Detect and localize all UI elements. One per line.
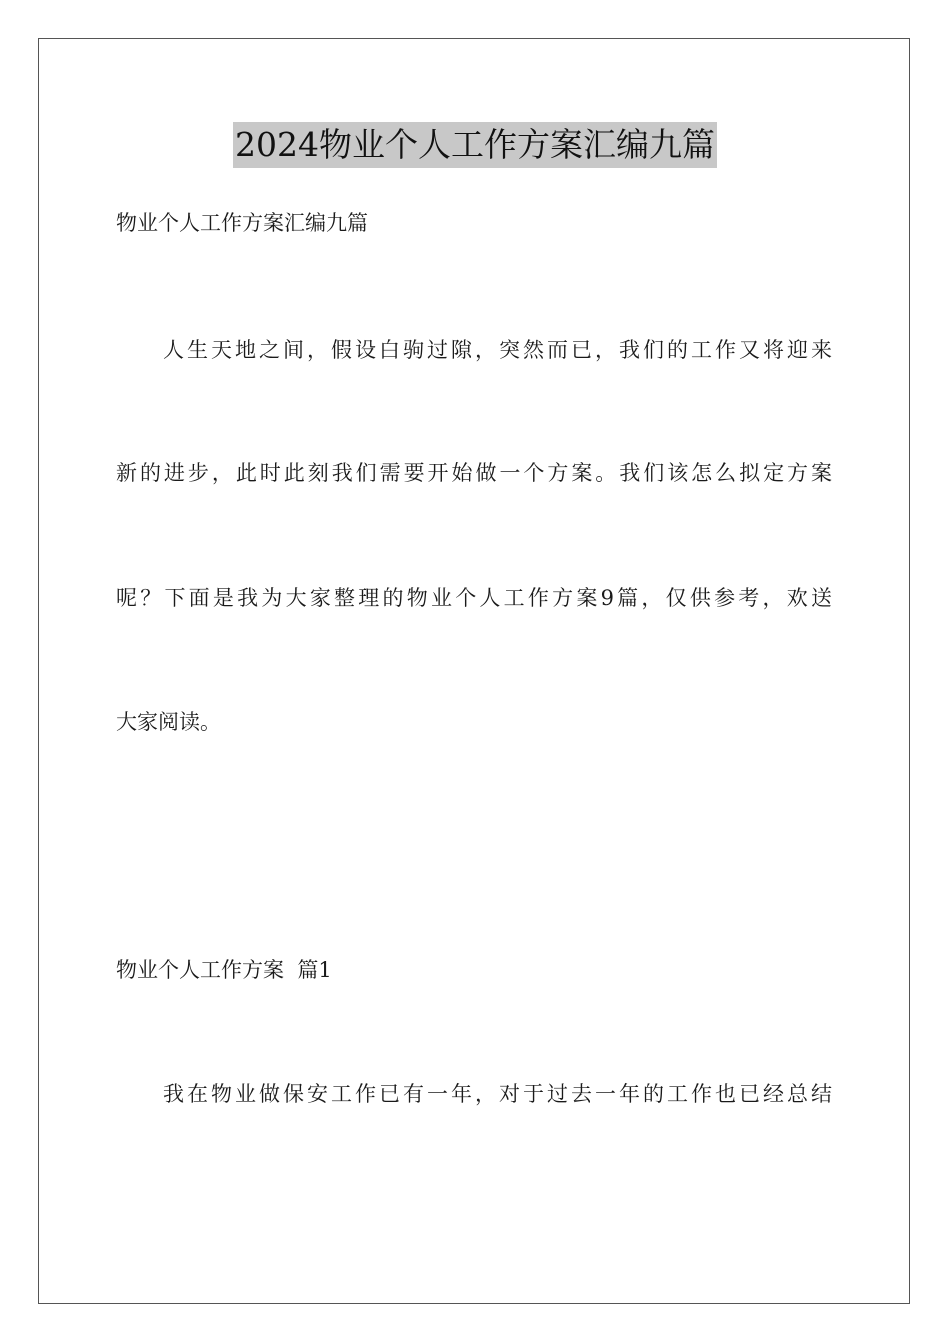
intro-paragraph-line-3: 呢？下面是我为大家整理的物业个人工作方案9篇，仅供参考，欢送: [116, 586, 832, 610]
intro-paragraph-line-4: 大家阅读。: [116, 710, 221, 734]
intro-paragraph-line-1: 人生天地之间，假设白驹过隙，突然而已，我们的工作又将迎来: [163, 338, 832, 362]
intro-paragraph-line-2: 新的进步，此时此刻我们需要开始做一个方案。我们该怎么拟定方案: [116, 461, 832, 485]
section-paragraph-line-1: 我在物业做保安工作已有一年，对于过去一年的工作也已经总结: [163, 1082, 832, 1106]
section-heading: 物业个人工作方案 篇1: [116, 958, 332, 982]
document-subtitle: 物业个人工作方案汇编九篇: [116, 211, 368, 235]
title-container: [0, 122, 950, 168]
document-title: 2024物业个人工作方案汇编九篇: [233, 122, 717, 168]
